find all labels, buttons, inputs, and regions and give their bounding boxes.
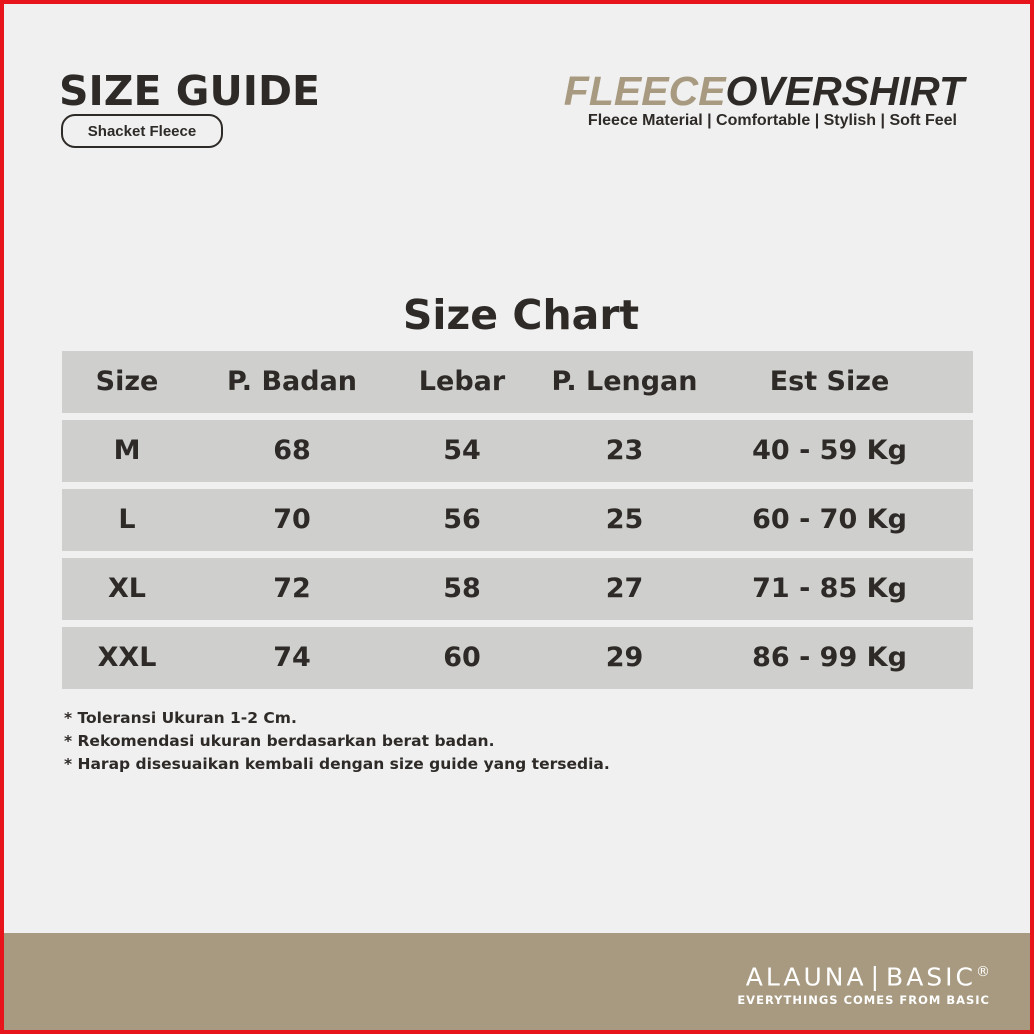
cell-p-lengan: 23 xyxy=(605,435,644,466)
cell-p-badan: 74 xyxy=(273,642,311,673)
cell-est-size: 71 - 85 Kg xyxy=(752,573,907,604)
logo-name: ALAUNA xyxy=(745,962,867,992)
registered-mark-icon: ® xyxy=(976,964,990,980)
note-adjust: * Harap disesuaikan kembali dengan size guide yang tersedia. xyxy=(64,755,610,773)
cell-p-badan: 70 xyxy=(273,504,311,535)
cell-size: L xyxy=(118,504,136,535)
cell-est-size: 86 - 99 Kg xyxy=(752,642,907,673)
logo-brand: BASIC xyxy=(886,962,976,992)
cell-p-lengan: 25 xyxy=(605,504,644,535)
column-header-est-size: Est Size xyxy=(769,366,890,397)
table-row xyxy=(62,420,973,482)
size-chart-title: Size Chart xyxy=(402,291,640,339)
note-tolerance: * Toleransi Ukuran 1-2 Cm. xyxy=(64,709,297,727)
page-title: SIZE GUIDE xyxy=(59,67,321,115)
product-tagline: Fleece Material | Comfortable | Stylish | Soft Feel xyxy=(587,112,957,129)
table-header-row xyxy=(62,351,973,413)
cell-lebar: 54 xyxy=(443,435,481,466)
cell-size: M xyxy=(113,435,141,466)
brand-main-word: OVERSHIRT xyxy=(725,68,964,114)
size-notes xyxy=(64,707,610,776)
table-row xyxy=(62,489,973,551)
cell-lebar: 60 xyxy=(443,642,481,673)
brand-accent-word: FLEECE xyxy=(563,68,726,114)
cell-size: XL xyxy=(107,573,147,604)
product-brand-heading xyxy=(564,66,964,116)
logo-separator: | xyxy=(870,962,883,992)
cell-p-badan: 72 xyxy=(273,573,311,604)
product-name-badge: Shacket Fleece xyxy=(61,114,223,148)
column-header-p-lengan: P. Lengan xyxy=(551,366,698,397)
footer-banner xyxy=(4,933,1030,1030)
cell-est-size: 40 - 59 Kg xyxy=(752,435,907,466)
cell-p-lengan: 27 xyxy=(605,573,644,604)
column-header-lebar: Lebar xyxy=(418,366,506,397)
column-header-p-badan: P. Badan xyxy=(226,366,358,397)
cell-p-lengan: 29 xyxy=(605,642,644,673)
brand-logo xyxy=(737,956,990,1007)
cell-est-size: 60 - 70 Kg xyxy=(752,504,907,535)
note-recommendation: * Rekomendasi ukuran berdasarkan berat badan. xyxy=(64,732,495,750)
table-row xyxy=(62,558,973,620)
cell-size: XXL xyxy=(97,642,157,673)
size-table xyxy=(62,351,973,696)
logo-tagline: EVERYTHINGS COMES FROM BASIC xyxy=(737,993,990,1008)
cell-p-badan: 68 xyxy=(273,435,311,466)
column-header-size: Size xyxy=(95,366,159,397)
cell-lebar: 56 xyxy=(443,504,481,535)
table-row xyxy=(62,627,973,689)
cell-lebar: 58 xyxy=(443,573,481,604)
